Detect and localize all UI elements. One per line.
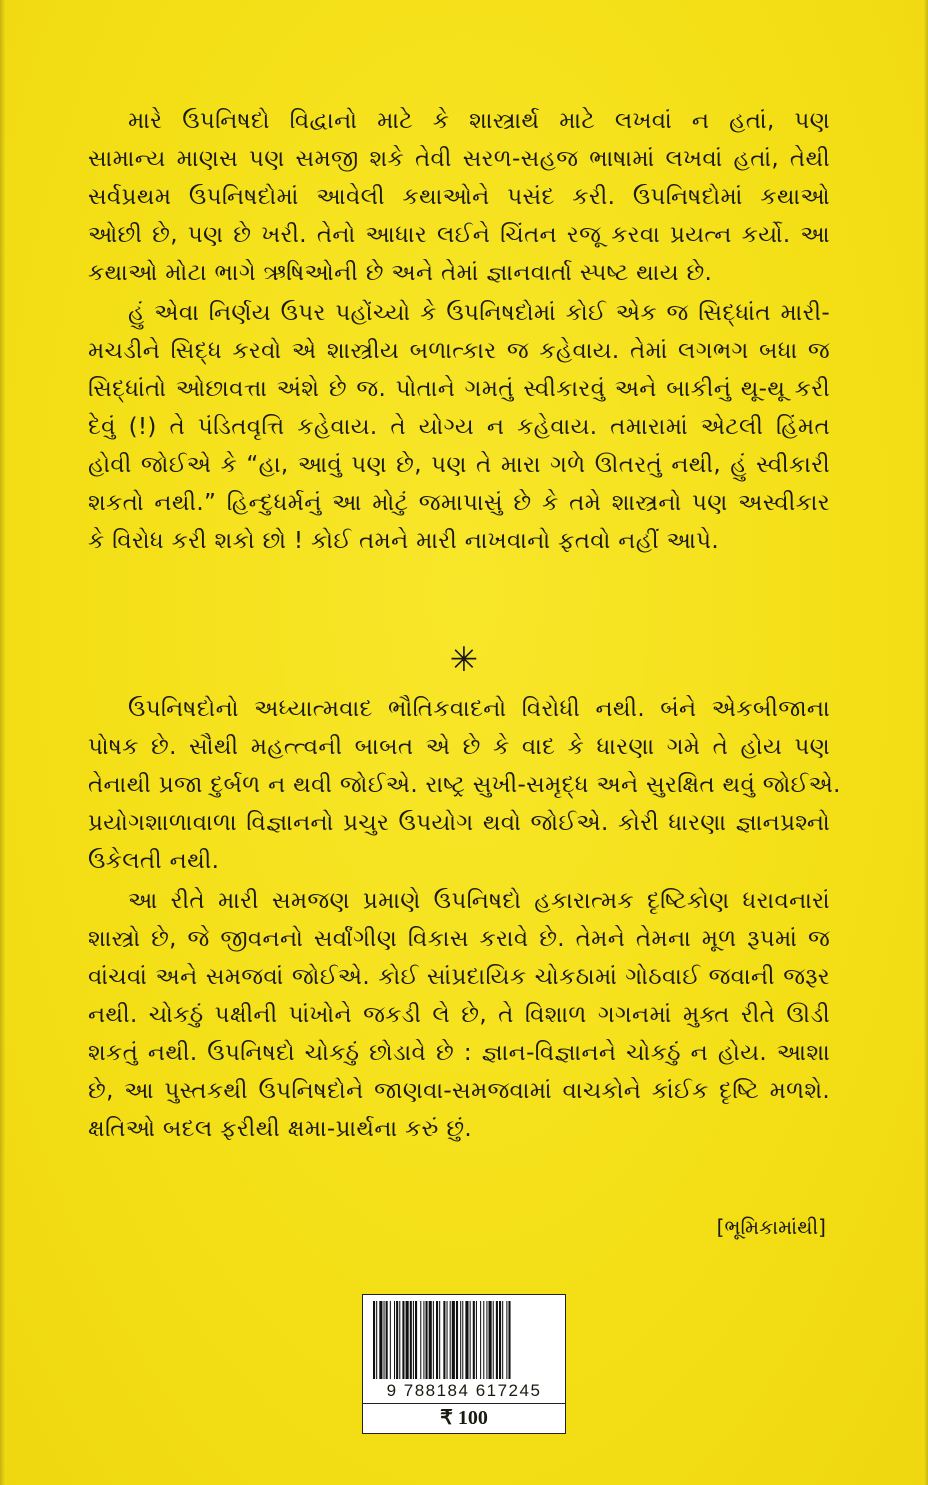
text-line: તેનાથી પ્રજા દુર્બળ ન થવી જોઈએ. રાષ્ટ્ર સુખી-સમૃદ્ધ અને સુરક્ષિત થવું જોઈએ. — [88, 772, 841, 798]
barcode-icon — [369, 1301, 559, 1381]
text-line: સર્વપ્રથમ ઉપનિષદોમાં આવેલી કથાઓને પસંદ કરી. ઉપનિષદોમાં કથાઓ — [88, 184, 830, 210]
section-separator-star: ✳ — [449, 640, 479, 680]
barcode-label — [362, 1294, 566, 1434]
text-line: છે, આ પુસ્તકથી ઉપનિષદોને જાણવા-સમજવામાં વાચકોને કાંઈક દૃષ્ટિ મળશે. — [88, 1078, 830, 1104]
text-line: પ્રયોગશાળાવાળા વિજ્ઞાનનો પ્રચુર ઉપયોગ થવો જોઈએ. કોરી ધારણા જ્ઞાનપ્રશ્નો — [88, 810, 830, 836]
text-line: કથાઓ મોટા ભાગે ઋષિઓની છે અને તેમાં જ્ઞાનવાર્તા સ્પષ્ટ થાય છે. — [88, 260, 713, 286]
paragraph-2 — [88, 294, 830, 560]
price-label: ₹ 100 — [440, 1407, 488, 1429]
paragraph-1 — [88, 102, 830, 292]
text-line: મચડીને સિદ્ધ કરવો એ શાસ્ત્રીય બળાત્કાર જ કહેવાય. તેમાં લગભગ બધા જ — [88, 338, 830, 364]
text-line: નથી. ચોકઠું પક્ષીની પાંખોને જકડી લે છે, તે વિશાળ ગગનમાં મુક્ત રીતે ઊડી — [88, 1002, 830, 1028]
text-line: પોષક છે. સૌથી મહત્ત્વની બાબત એ છે કે વાદ કે ધારણા ગમે તે હોય પણ — [88, 734, 830, 760]
price-divider — [363, 1403, 565, 1404]
text-line: શાસ્ત્રો છે, જે જીવનનો સર્વાંગીણ વિકાસ કરાવે છે. તેમને તેમના મૂળ રૂપમાં જ — [88, 926, 830, 952]
text-line: કે વિરોધ કરી શકો છો ! કોઈ તમને મારી નાખવાનો ફતવો નહીં આપે. — [88, 528, 719, 554]
paragraph-3 — [88, 690, 841, 880]
text-block-top — [88, 102, 830, 560]
text-line: ઓછી છે, પણ છે ખરી. તેનો આધાર લઈને ચિંતન રજૂ કરવા પ્રયત્ન કર્યો. આ — [88, 222, 830, 248]
text-line: ઉપનિષદોનો અધ્યાત્મવાદ ભૌતિકવાદનો વિરોધી નથી. બંને એકબીજાના — [128, 696, 830, 722]
text-line: ક્ષતિઓ બદલ ફરીથી ક્ષમા-પ્રાર્થના કરું છું. — [88, 1116, 473, 1142]
text-line: હોવી જોઈએ કે “હા, આવું પણ છે, પણ તે મારા ગળે ઊતરતું નથી, હું સ્વીકારી — [88, 452, 830, 478]
text-line: મારે ઉપનિષદો વિદ્વાનો માટે કે શાસ્ત્રાર્થ માટે લખવાં ન હતાં, પણ — [128, 108, 830, 134]
source-note: [ભૂમિકામાંથી] — [716, 1215, 826, 1239]
text-block-bottom — [88, 690, 841, 1148]
isbn-number: 9 788184 617245 — [386, 1381, 542, 1400]
text-line: સામાન્ય માણસ પણ સમજી શકે તેવી સરળ-સહજ ભાષામાં લખવાં હતાં, તેથી — [88, 146, 830, 172]
text-line: આ રીતે મારી સમજણ પ્રમાણે ઉપનિષદો હકારાત્મક દૃષ્ટિકોણ ધરાવનારાં — [128, 888, 830, 914]
cover-right-edge — [923, 0, 928, 1485]
text-line: સિદ્ધાંતો ઓછાવત્તા અંશે છે જ. પોતાને ગમતું સ્વીકારવું અને બાકીનું થૂ-થૂ કરી — [88, 376, 830, 402]
cover-left-edge — [0, 0, 6, 1485]
text-line: હું એવા નિર્ણય ઉપર પહોંચ્યો કે ઉપનિષદોમાં કોઈ એક જ સિદ્ધાંત મારી- — [128, 300, 830, 326]
text-line: વાંચવાં અને સમજવાં જોઈએ. કોઈ સાંપ્રદાયિક ચોકઠામાં ગોઠવાઈ જવાની જરૂર — [88, 964, 830, 990]
text-line: દેવું (!) તે પંડિતવૃત્તિ કહેવાય. તે યોગ્ય ન કહેવાય. તમારામાં એટલી હિંમત — [88, 414, 830, 440]
text-line: ઉકેલતી નથી. — [88, 848, 220, 874]
paragraph-4 — [88, 882, 830, 1148]
text-line: શકતું નથી. ઉપનિષદો ચોકઠું છોડાવે છે : જ્ઞાન-વિજ્ઞાનને ચોકઠું ન હોય. આશા — [88, 1040, 830, 1066]
text-line: શકતો નથી.” હિન્દુધર્મનું આ મોટું જમાપાસું છે કે તમે શાસ્ત્રનો પણ અસ્વીકાર — [88, 490, 830, 516]
